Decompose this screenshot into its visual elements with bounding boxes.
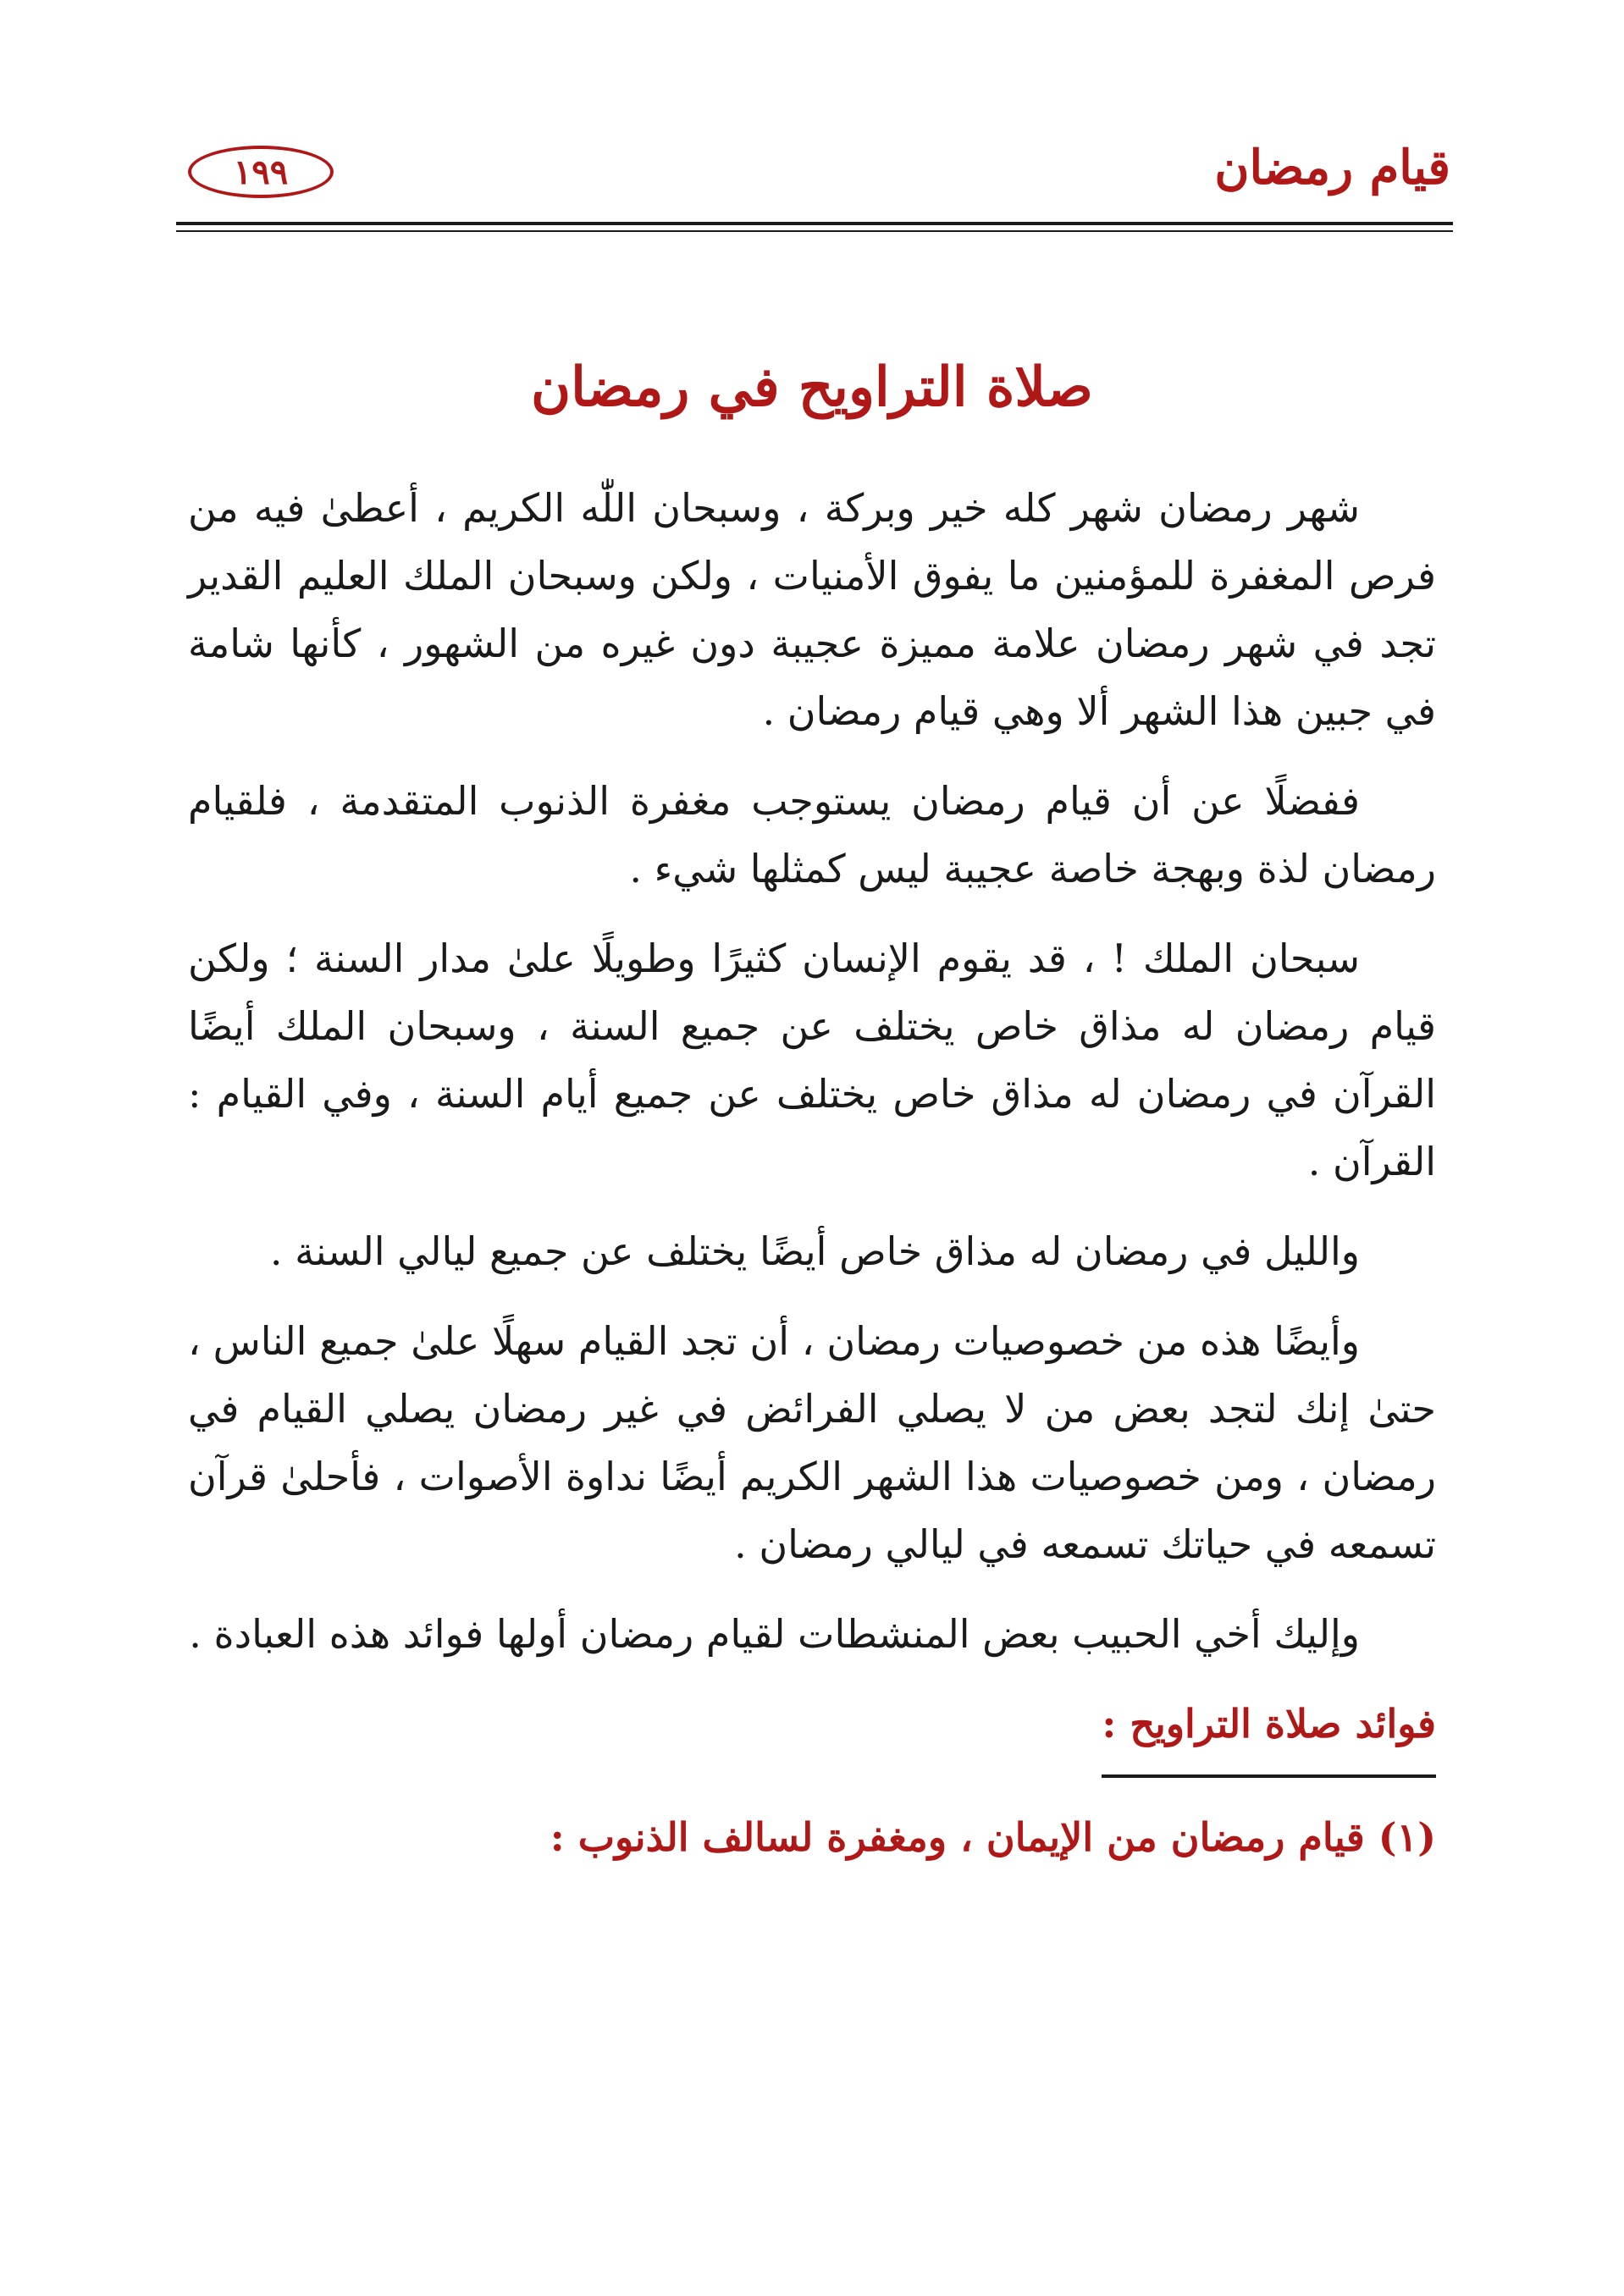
header-rule-thin [176,230,1453,232]
chapter-title: صلاة التراويح في رمضان [531,356,1093,419]
paragraph-3: سبحان الملك ! ، قد يقوم الإنسان كثيرًا وطويلًا علىٰ مدار السنة ؛ ولكن قيام رمضان له مذاق خاص يختلف عن جميع السنة ، وسبحان الملك أيضًا القرآن في رمضان له مذاق خاص يختلف عن جميع أيام السنة ، وفي القيام : القرآن . [188,936,1436,1184]
point-heading-1: (١) قيام رمضان من الإيمان ، ومغفرة لسالف الذنوب : [550,1814,1436,1860]
paragraph-5: وأيضًا هذه من خصوصيات رمضان ، أن تجد القيام سهلًا علىٰ جميع الناس ، حتىٰ إنك لتجد بعض من لا يصلي الفرائض في غير رمضان يصلي القيام في رمضان ، ومن خصوصيات هذا الشهر الكريم أيضًا نداوة الأصوات ، فأحلىٰ قرآن تسمعه في حياتك تسمعه في ليالي رمضان . [188,1318,1436,1567]
paragraph-2: ففضلًا عن أن قيام رمضان يستوجب مغفرة الذنوب المتقدمة ، فلقيام رمضان لذة وبهجة خاصة عجيبة ليس كمثلها شيء . [188,778,1436,891]
page-number-badge [188,146,334,198]
header-rule-thick [176,222,1453,225]
paragraph-6: وإليك أخي الحبيب بعض المنشطات لقيام رمضان أولها فوائد هذه العبادة . [189,1611,1360,1657]
page-number: ١٩٩ [233,152,289,192]
running-title: قيام رمضان [1214,140,1450,196]
subheading-text: فوائد صلاة التراويح : [1102,1690,1436,1778]
section-subheading [188,1690,1436,1778]
paragraph-1: شهر رمضان شهر كله خير وبركة ، وسبحان اللّٰه الكريم ، أعطىٰ فيه من فرص المغفرة للمؤمنين ما يفوق الأمنيات ، ولكن وسبحان الملك العليم القدير تجد في شهر رمضان علامة مميزة عجيبة دون غيره من الشهور ، كأنها شامة في جبين هذا الشهر ألا وهي قيام رمضان . [188,485,1436,734]
body-text [188,474,1436,1871]
paragraph-4: والليل في رمضان له مذاق خاص أيضًا يختلف عن جميع ليالي السنة . [269,1228,1360,1274]
